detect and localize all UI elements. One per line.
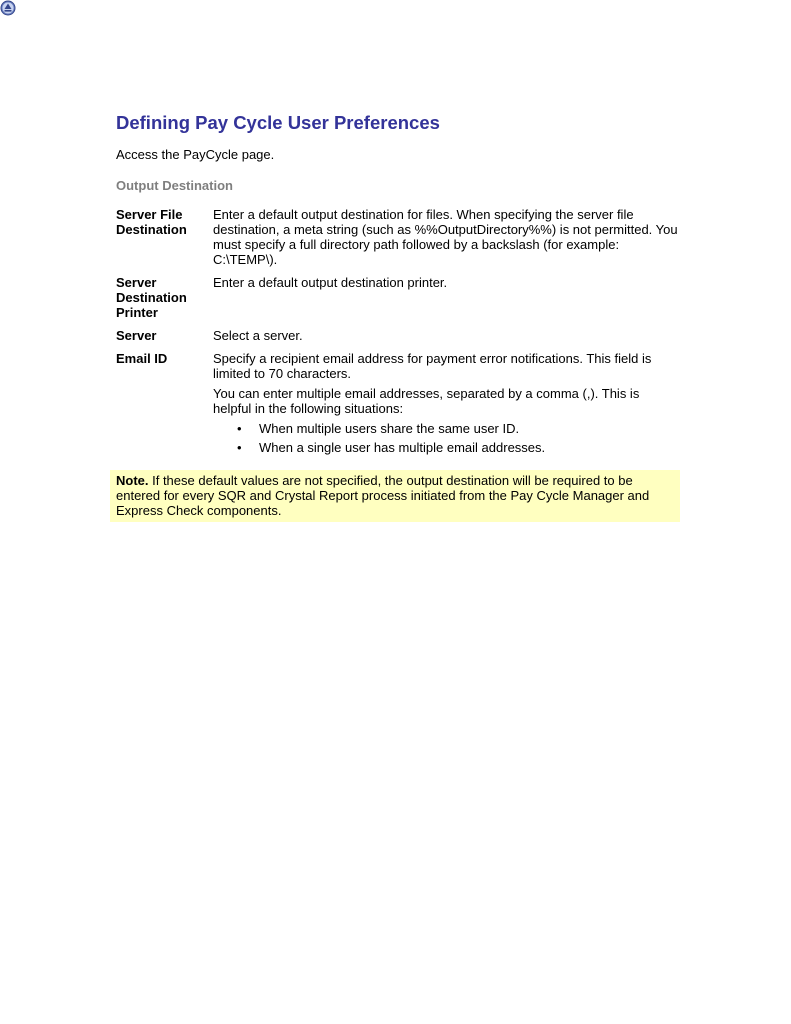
list-item <box>213 421 681 436</box>
table-row <box>116 351 681 467</box>
field-term: Server Destination Printer <box>116 275 187 320</box>
description-paragraph: Enter a default output destination printer. <box>213 275 448 290</box>
field-term: Email ID <box>116 351 168 366</box>
bullet-icon: • <box>237 421 242 436</box>
field-description <box>213 328 681 351</box>
description-paragraph: Specify a recipient email address for payment error notifications. This field is limited to 70 characters. <box>213 351 652 381</box>
table-row <box>116 328 681 351</box>
section-heading: Output Destination <box>116 178 233 193</box>
field-definitions-table <box>116 207 681 467</box>
description-paragraph: Select a server. <box>213 328 303 343</box>
list-item <box>213 440 681 455</box>
note-box <box>110 470 680 522</box>
intro-text: Access the PayCycle page. <box>116 147 275 162</box>
description-paragraph: Enter a default output destination for files. When specifying the server file destination, a meta string (such as %%OutputDirectory%%) is not permitted. You must specify a full directory path followed by a backslash (for example: C:\TEMP\). <box>213 207 678 267</box>
navigation-globe-icon[interactable] <box>0 0 16 16</box>
list-item-text: When a single user has multiple email addresses. <box>259 440 546 455</box>
field-term: Server <box>116 328 157 343</box>
bullet-list <box>213 421 681 455</box>
field-description <box>213 275 681 328</box>
table-row <box>116 275 681 328</box>
note-label: Note. <box>116 473 149 488</box>
list-item-text: When multiple users share the same user ID. <box>259 421 520 436</box>
field-description <box>213 351 681 467</box>
document-page <box>116 112 681 522</box>
page-title: Defining Pay Cycle User Preferences <box>116 112 440 133</box>
field-term: Server File Destination <box>116 207 187 237</box>
table-row <box>116 207 681 275</box>
field-description <box>213 207 681 275</box>
bullet-icon: • <box>237 440 242 455</box>
description-paragraph: You can enter multiple email addresses, separated by a comma (,). This is helpful in the following situations: <box>213 386 640 416</box>
note-text: If these default values are not specified, the output destination will be required to be entered for every SQR and Crystal Report process initiated from the Pay Cycle Manager and Express Check components. <box>116 473 650 518</box>
